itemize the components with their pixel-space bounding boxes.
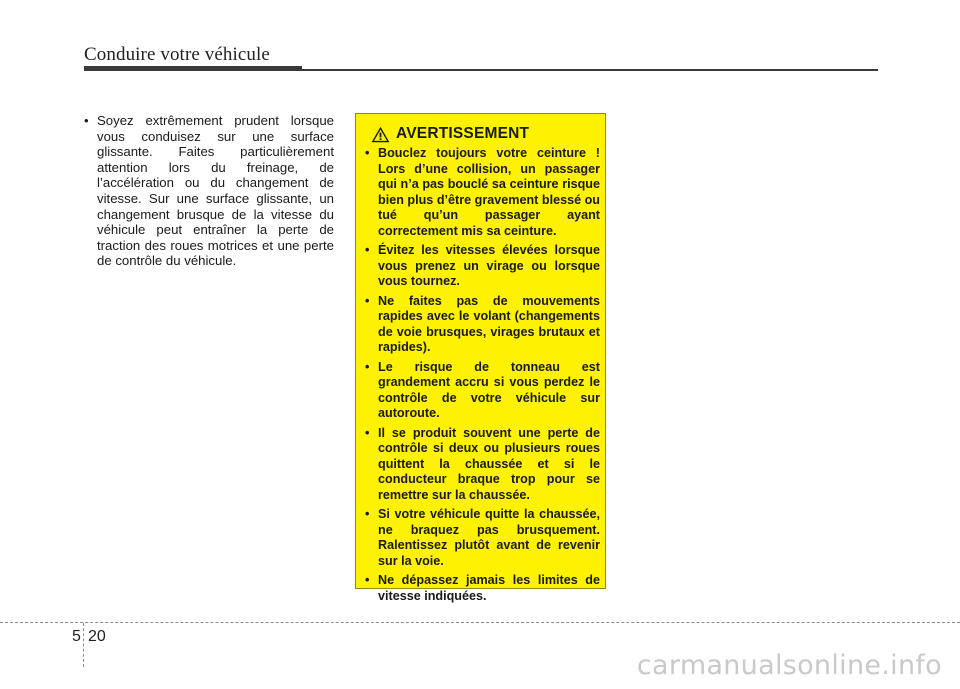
warning-item-text: Le risque de tonneau est grandement accru si vous perdez le contrôle de votre véhicule sur autoroute. — [378, 359, 600, 420]
warning-item — [365, 573, 600, 604]
warning-triangle-icon — [371, 126, 390, 143]
warning-header — [371, 125, 600, 143]
bullet-dot: • — [365, 293, 370, 308]
page-number: 20 — [88, 628, 106, 645]
bullet-dot: • — [365, 243, 370, 257]
bullet-dot: • — [365, 146, 370, 160]
warning-item-text: Ne dépassez jamais les limites de vitesse indiquées. — [378, 573, 600, 603]
warning-item — [365, 360, 600, 422]
header-rule-thick — [84, 66, 302, 71]
warning-item — [365, 146, 600, 239]
warning-item — [365, 426, 600, 504]
body-paragraph-text: Soyez extrêmement prudent lorsque vous conduisez sur une surface glissante. Faites particulièrement attention lors du freinage, de l’accélération ou du changement de vitesse. Sur une surface glissante, un changement brusque de la vitesse du véhicule peut entraîner la perte de traction des roues motrices et une perte de contrôle du véhicule. — [97, 113, 334, 269]
bullet-dot: • — [365, 425, 370, 440]
bullet-dot: • — [365, 359, 370, 374]
warning-box — [355, 113, 606, 603]
footer-dashed-divider — [83, 623, 84, 667]
warning-item-text: Évitez les vitesses élevées lorsque vous prenez un virage ou lorsque vous tournez. — [378, 243, 600, 288]
warning-item-text: Bouclez toujours votre ceinture ! Lors d’une collision, un passager qui n’a pas bouclé sa ceinture risque bien plus d’être gravement blessé ou tué qu’un passager ayant correctement mis sa ceinture. — [378, 146, 600, 238]
body-bullet-item — [84, 113, 334, 269]
warning-item — [365, 507, 600, 569]
warning-item-text: Il se produit souvent une perte de contrôle si deux ou plusieurs roues quittent la chaussée et si le conducteur braque trop pour se remettre sur la chaussée. — [378, 425, 600, 502]
page-section-number: 5 — [72, 628, 81, 645]
header-rule-thin — [302, 69, 878, 71]
footer-dashed-rule — [0, 622, 960, 623]
warning-list — [365, 146, 600, 604]
page-header-title: Conduire votre véhicule — [84, 44, 270, 65]
bullet-dot: • — [365, 507, 370, 521]
warning-title: AVERTISSEMENT — [396, 125, 530, 142]
watermark-text: carmanualsonline.info — [636, 650, 942, 681]
bullet-dot: • — [365, 573, 370, 587]
warning-item-text: Si votre véhicule quitte la chaussée, ne braquez pas brusquement. Ralentissez plutôt avant de revenir sur la voie. — [378, 507, 600, 568]
body-left-column — [84, 113, 334, 269]
bullet-dot: • — [84, 113, 89, 128]
warning-item-text: Ne faites pas de mouvements rapides avec le volant (changements de voie brusques, virages brutaux et rapides). — [378, 293, 600, 354]
warning-item — [365, 243, 600, 290]
warning-item — [365, 294, 600, 356]
